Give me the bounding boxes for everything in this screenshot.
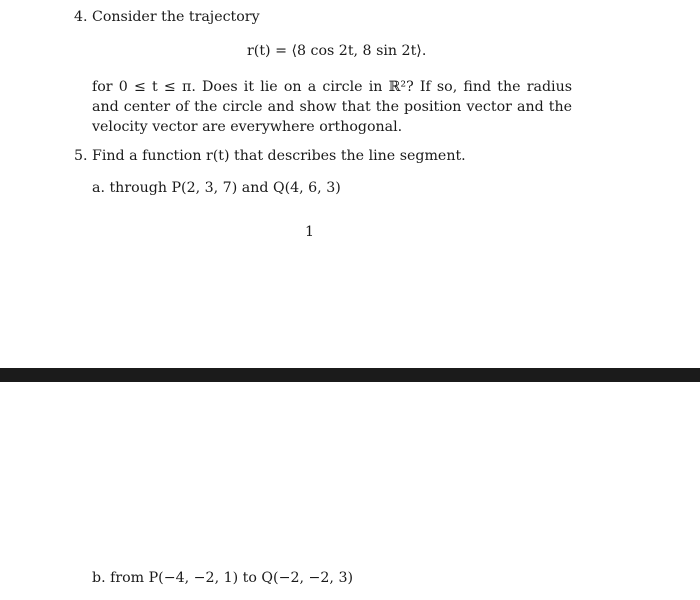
page-break-divider	[0, 368, 700, 382]
trajectory-equation: r(t) = ⟨8 cos 2t, 8 sin 2t⟩.	[247, 43, 427, 59]
problem-5-intro: Find a function r(t) that describes the line segment.	[92, 148, 466, 164]
problem-4-number: 4.	[74, 9, 88, 25]
problem-5-part-a: a. through P(2, 3, 7) and Q(4, 6, 3)	[92, 180, 341, 196]
problem-4-body: for 0 ≤ t ≤ π. Does it lie on a circle in ℝ²? If so, find the radius and center of the circle and show that the position vector and the velocity vector are everywhere orthogonal.	[92, 79, 572, 135]
problem-5-number: 5.	[74, 148, 88, 164]
problem-4-intro: Consider the trajectory	[92, 9, 260, 25]
problem-5-part-b: b. from P(−4, −2, 1) to Q(−2, −2, 3)	[92, 570, 354, 586]
page-number: 1	[305, 224, 315, 240]
